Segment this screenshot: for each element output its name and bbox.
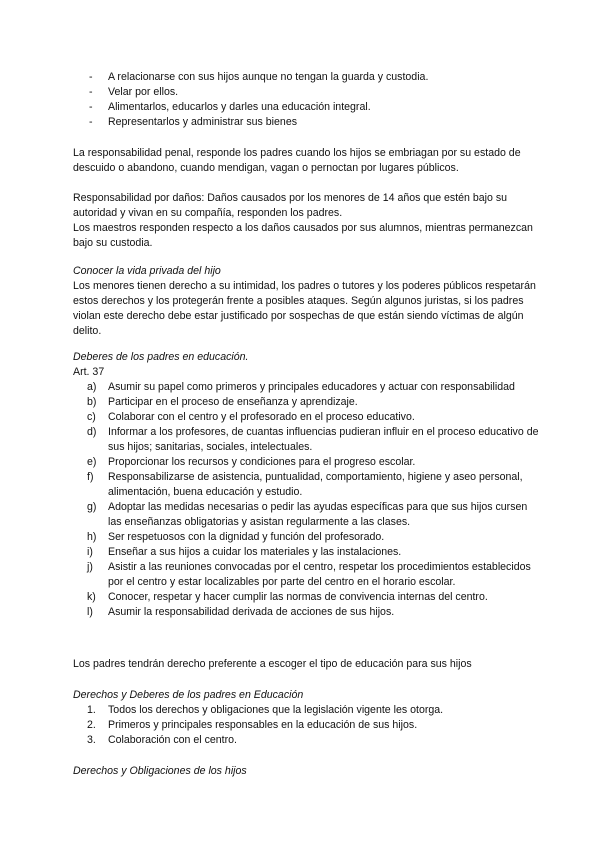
heading-parent-duties: Deberes de los padres en educación.: [73, 351, 249, 363]
list-item: 3. Colaboración con el centro.: [87, 734, 237, 746]
list-marker: b): [87, 396, 97, 408]
list-marker: a): [87, 381, 97, 393]
list-marker: h): [87, 531, 97, 543]
list-item: f) Responsabilizarse de asistencia, puntualidad, comportamiento, higiene y aseo personal, alimentación, buena educación y estudio.: [87, 471, 523, 498]
list-item: c) Colaborar con el centro y el profesorado en el proceso educativo.: [87, 411, 415, 423]
list-item: j) Asistir a las reuniones convocadas por el centro, respetar los procedimientos establecidos por el centro y estar localizables por parte del centro en el horario escolar.: [87, 561, 531, 588]
list-marker: e): [87, 456, 97, 468]
list-item: - Representarlos y administrar sus bienes: [89, 116, 298, 128]
list-marker: f): [87, 471, 94, 483]
article-number: Art. 37: [73, 366, 105, 378]
list-item: - Alimentarlos, educarlos y darles una educación integral.: [89, 101, 371, 113]
list-marker: 2.: [87, 719, 96, 731]
list-item: - Velar por ellos.: [89, 86, 179, 98]
list-item: l) Asumir la responsabilidad derivada de acciones de sus hijos.: [87, 606, 395, 618]
heading-private-life: Conocer la vida privada del hijo: [73, 265, 221, 277]
list-marker: -: [89, 71, 93, 83]
list-item: i) Enseñar a sus hijos a cuidar los materiales y las instalaciones.: [87, 546, 402, 558]
paragraph-private-life: Los menores tienen derecho a su intimidad, los padres o tutores y los poderes públicos respetarán estos derechos y los protegerán frente a posibles ataques. Según algunos juristas, si los padres violan este derecho debe estar justificado por sospechas de que están siendo víctimas de algún delito.: [73, 280, 536, 337]
list-marker: -: [89, 116, 93, 128]
parent-rights-list: [73, 703, 543, 748]
paragraph-penal-responsibility: La responsabilidad penal, responde los padres cuando los hijos se embriagan por su estado de descuido o abandono, cuando mendigan, vagan o pernoctan por lugares públicos.: [73, 147, 521, 174]
paragraph-damages-responsibility: Responsabilidad por daños: Daños causados por los menores de 14 años que estén bajo su autoridad y vivan en su compañía, responden los padres.: [73, 192, 508, 219]
parent-duties-list: [73, 380, 543, 620]
list-marker: 1.: [87, 704, 96, 716]
list-item: - A relacionarse con sus hijos aunque no tengan la guarda y custodia.: [89, 71, 429, 83]
list-item: 2. Primeros y principales responsables en la educación de sus hijos.: [87, 719, 418, 731]
list-marker: -: [89, 101, 93, 113]
list-marker: c): [87, 411, 96, 423]
list-item: k) Conocer, respetar y hacer cumplir las normas de convivencia internas del centro.: [87, 591, 488, 603]
paragraph-preferential-right: Los padres tendrán derecho preferente a escoger el tipo de educación para sus hijos: [73, 658, 472, 670]
paragraph-teachers-responsibility: Los maestros responden respecto a los daños causados por sus alumnos, mientras permanezcan bajo su custodia.: [73, 222, 533, 249]
list-marker: d): [87, 426, 97, 438]
list-marker: k): [87, 591, 96, 603]
list-item: g) Adoptar las medidas necesarias o pedir las ayudas específicas para que sus hijos cursen las enseñanzas obligatorias y asistan regularmente a las clases.: [87, 501, 528, 528]
heading-children-rights: Derechos y Obligaciones de los hijos: [73, 765, 247, 777]
list-item: b) Participar en el proceso de enseñanza y aprendizaje.: [87, 396, 358, 408]
list-marker: j): [87, 561, 93, 573]
list-marker: l): [87, 606, 93, 618]
list-item: e) Proporcionar los recursos y condiciones para el progreso escolar.: [87, 456, 416, 468]
list-item: h) Ser respetuosos con la dignidad y función del profesorado.: [87, 531, 385, 543]
heading-parent-rights-duties: Derechos y Deberes de los padres en Educación: [73, 689, 304, 701]
list-marker: -: [89, 86, 93, 98]
list-marker: g): [87, 501, 97, 513]
list-marker: 3.: [87, 734, 96, 746]
list-item: d) Informar a los profesores, de cuantas influencias pudieran influir en el proceso educativo de sus hijos; sanitarias, sociales, intelectuales.: [87, 426, 539, 453]
list-item: 1. Todos los derechos y obligaciones que la legislación vigente les otorga.: [87, 704, 444, 716]
list-marker: i): [87, 546, 93, 558]
parental-rights-dash-list: [73, 70, 543, 130]
list-item: a) Asumir su papel como primeros y principales educadores y actuar con responsabilidad: [87, 381, 515, 393]
